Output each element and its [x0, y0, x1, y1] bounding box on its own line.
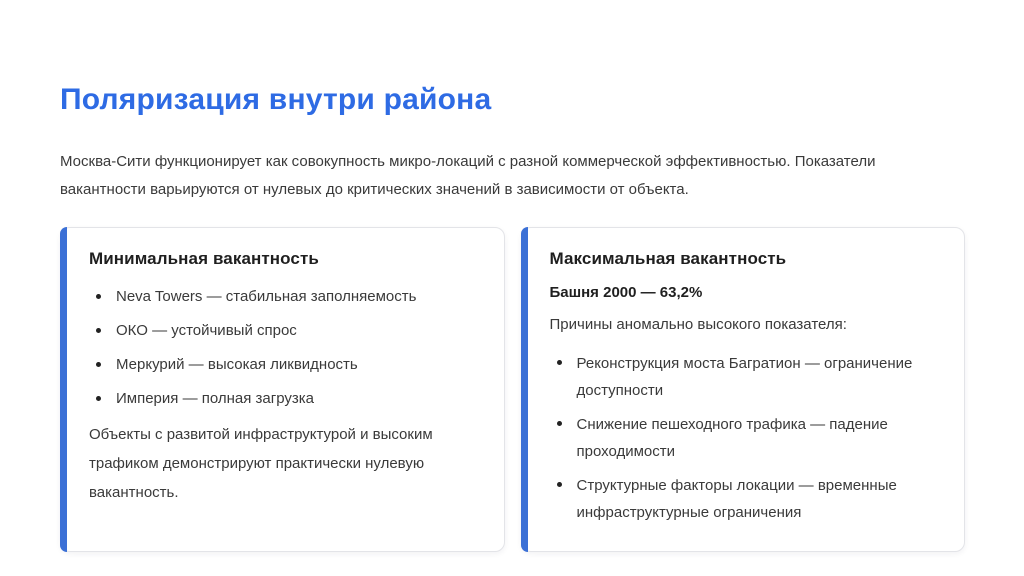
list-item-text: Neva Towers — стабильная заполняемость [116, 287, 417, 305]
card-max-vacancy [521, 227, 966, 552]
card-footer-text: Объекты с развитой инфраструктурой и высоким трафиком демонстрируют практически нулевую вакантность. [89, 425, 433, 501]
cards-row [60, 227, 965, 552]
list-item-text: Империя — полная загрузка [116, 389, 315, 407]
bullet-dot [96, 328, 101, 333]
bullet-dot [96, 396, 101, 401]
bullet-dot [557, 482, 562, 487]
card-heading: Минимальная вакантность [89, 248, 319, 268]
bullet-dot [557, 421, 562, 426]
bullet-list [89, 284, 482, 412]
card-min-vacancy [60, 227, 505, 552]
card-accent-stripe [521, 227, 528, 552]
list-item-text: Снижение пешеходного трафика — падение проходимости [576, 415, 888, 460]
bullet-list [550, 350, 943, 526]
list-item [89, 386, 482, 412]
list-item [89, 318, 482, 344]
list-item-text: ОКО — устойчивый спрос [116, 321, 297, 339]
list-item [550, 472, 943, 526]
bullet-dot [96, 294, 101, 299]
list-item-text: Меркурий — высокая ликвидность [116, 355, 358, 373]
card-lead-text: Причины аномально высокого показателя: [549, 315, 847, 333]
bullet-dot [96, 362, 101, 367]
card-subheading: Башня 2000 — 63,2% [549, 283, 703, 301]
intro-paragraph: Москва-Сити функционирует как совокупность микро-локаций с разной коммерческой эффективностью. Показатели вакантности варьируются от нулевых до критических значений в зависимости от объекта. [60, 152, 876, 198]
card-heading: Максимальная вакантность [549, 248, 787, 268]
list-item-text: Реконструкция моста Багратион — ограничение доступности [576, 354, 913, 399]
bullet-dot [557, 360, 562, 365]
list-item [550, 350, 943, 404]
list-item [550, 411, 943, 465]
page-title: Поляризация внутри района [60, 83, 492, 116]
list-item [89, 284, 482, 310]
card-accent-stripe [60, 227, 67, 552]
list-item [89, 352, 482, 378]
list-item-text: Структурные факторы локации — временные инфраструктурные ограничения [576, 476, 897, 521]
